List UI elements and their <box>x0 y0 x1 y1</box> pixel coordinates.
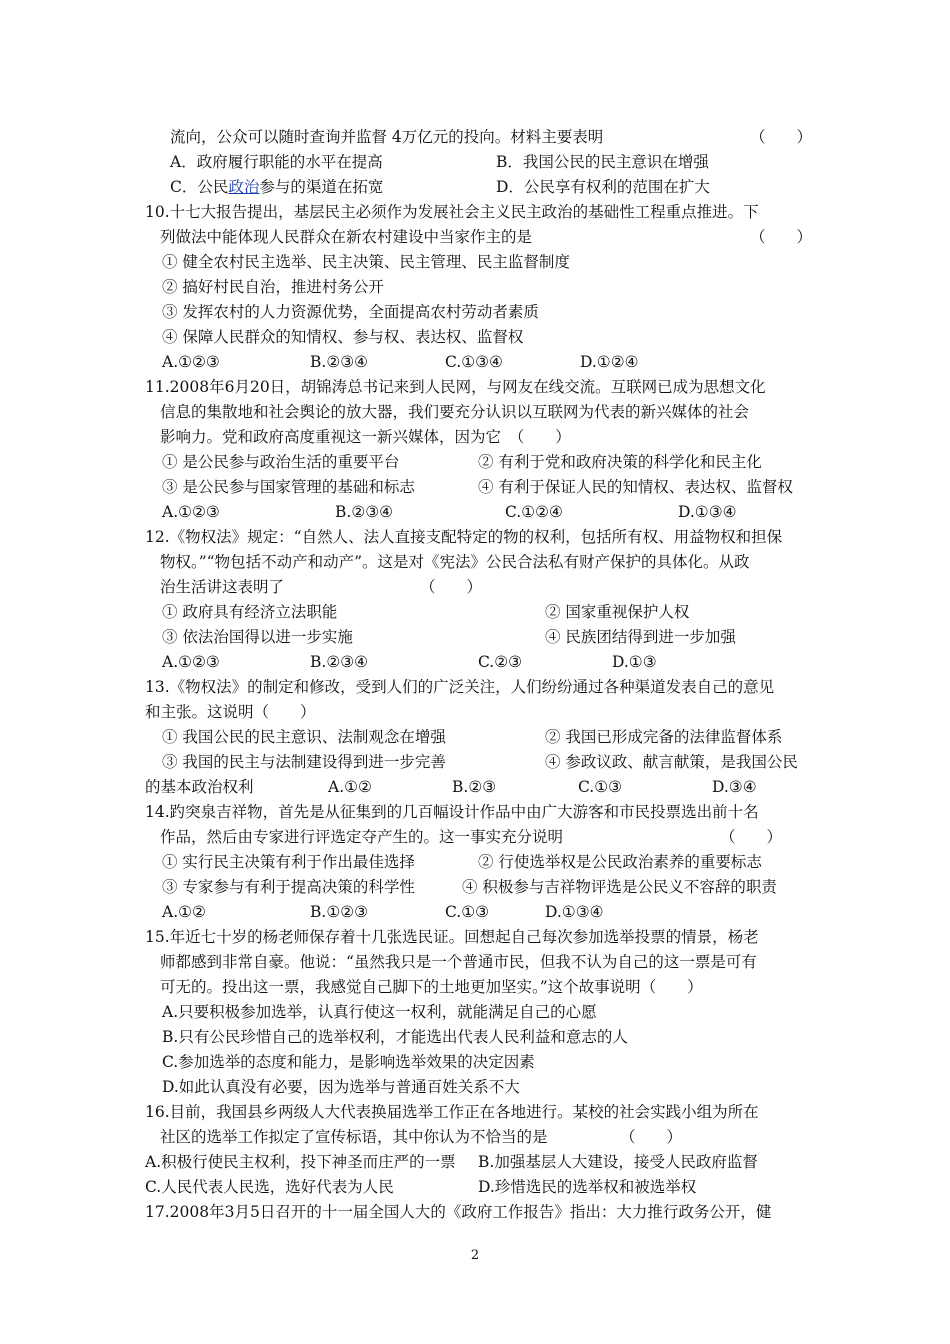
q14-option-c: C.①③ <box>445 903 490 921</box>
q9-option-c <box>170 177 383 197</box>
q12-statement-3: ③ 依法治国得以进一步实施 <box>162 628 353 646</box>
q12-stem-line2: 物权。”“物包括不动产和动产”。这是对《宪法》公民合法私有财产保护的具体化。从政 <box>160 553 750 571</box>
q12-option-b: B.②③④ <box>310 653 369 671</box>
q14-statement-1: ① 实行民主决策有利于作出最佳选择 <box>162 853 415 871</box>
q16-option-d: D.珍惜选民的选举权和被选举权 <box>478 1178 697 1196</box>
q9-stem-end: 流向，公众可以随时查询并监督 4万亿元的投向。材料主要表明 <box>170 128 604 146</box>
q15-stem-line1: 15.年近七十岁的杨老师保存着十几张选民证。回想起自己每次参加选举投票的情景，杨老 <box>145 928 759 946</box>
q14-statement-2: ② 行使选举权是公民政治素养的重要标志 <box>478 853 762 871</box>
politics-link[interactable]: 政治 <box>228 178 260 196</box>
q14-statement-3: ③ 专家参与有利于提高决策的科学性 <box>162 878 415 896</box>
q11-option-a: A.①②③ <box>162 503 220 521</box>
q15-option-d: D.如此认真没有必要，因为选举与普通百姓关系不大 <box>162 1078 520 1096</box>
q12-answer-paren: （ ） <box>420 578 483 596</box>
q16-answer-paren: （ ） <box>620 1128 683 1146</box>
q10-statement-1: ① 健全农村民主选举、民主决策、民主管理、民主监督制度 <box>162 253 570 271</box>
q13-option-d: D.③④ <box>712 778 757 796</box>
q13-stem-line1: 13.《物权法》的制定和修改，受到人们的广泛关注，人们纷纷通过各种渠道发表自己的意见 <box>145 678 775 696</box>
q14-stem-line2: 作品，然后由专家进行评选定夺产生的。这一事实充分说明 <box>160 828 564 846</box>
q13-option-c: C.①③ <box>578 778 623 796</box>
q13-option-b: B.②③ <box>452 778 497 796</box>
q11-stem-line1: 11.2008年6月20日，胡锦涛总书记来到人民网，与网友在线交流。互联网已成为思想文化 <box>145 378 766 396</box>
q12-statement-4: ④ 民族团结得到进一步加强 <box>545 628 736 646</box>
q11-statement-2: ② 有利于党和政府决策的科学化和民主化 <box>478 453 762 471</box>
q9-option-c-prefix: C．公民 <box>170 178 229 196</box>
q12-option-a: A.①②③ <box>162 653 220 671</box>
q13-statement-4-cont: 的基本政治权利 <box>145 778 254 796</box>
q10-option-b: B.②③④ <box>310 353 369 371</box>
q13-stem-line2: 和主张。这说明（ ） <box>145 703 316 721</box>
q13-option-a: A.①② <box>328 778 372 796</box>
q10-statement-3: ③ 发挥农村的人力资源优势，全面提高农村劳动者素质 <box>162 303 539 321</box>
q10-option-a: A.①②③ <box>162 353 220 371</box>
q16-option-b: B.加强基层人大建设，接受人民政府监督 <box>478 1153 758 1171</box>
q10-option-d: D.①②④ <box>580 353 639 371</box>
q13-statement-2: ② 我国已形成完备的法律监督体系 <box>545 728 783 746</box>
q10-statement-4: ④ 保障人民群众的知情权、参与权、表达权、监督权 <box>162 328 524 346</box>
q9-option-d: D．公民享有权利的范围在扩大 <box>496 178 710 196</box>
q11-stem-line3: 影响力。党和政府高度重视这一新兴媒体，因为它 （ ） <box>160 428 571 446</box>
q17-stem-line1: 17.2008年3月5日召开的十一届全国人大的《政府工作报告》指出：大力推行政务公开，健 <box>145 1203 772 1221</box>
q15-option-c: C.参加选举的态度和能力，是影响选举效果的决定因素 <box>162 1053 535 1071</box>
q14-option-a: A.①② <box>162 903 206 921</box>
q15-stem-line3: 可无的。投出这一票，我感觉自己脚下的土地更加坚实。”这个故事说明（ ） <box>160 978 703 996</box>
q14-stem-line1: 14.趵突泉吉祥物，首先是从征集到的几百幅设计作品中由广大游客和市民投票选出前十名 <box>145 803 759 821</box>
q12-stem-line1: 12.《物权法》规定：“自然人、法人直接支配特定的物的权利，包括所有权、用益物权和担保 <box>145 528 783 546</box>
q14-option-b: B.①②③ <box>310 903 369 921</box>
q11-statement-4: ④ 有利于保证人民的知情权、表达权、监督权 <box>478 478 793 496</box>
q11-option-d: D.①③④ <box>678 503 737 521</box>
q13-statement-3: ③ 我国的民主与法制建设得到进一步完善 <box>162 753 446 771</box>
q9-answer-paren: （ ） <box>750 128 813 146</box>
q12-stem-line3: 治生活讲这表明了 <box>160 578 285 596</box>
q10-answer-paren: （ ） <box>750 228 813 246</box>
q16-stem-line1: 16.目前，我国县乡两级人大代表换届选举工作正在各地进行。某校的社会实践小组为所在 <box>145 1103 759 1121</box>
q15-option-a: A.只要积极参加选举，认真行使这一权利，就能满足自己的心愿 <box>162 1003 597 1021</box>
q10-stem-line1: 10.十七大报告提出，基层民主必须作为发展社会主义民主政治的基础性工程重点推进。下 <box>145 203 759 221</box>
q16-option-c: C.人民代表人民选，选好代表为人民 <box>145 1178 394 1196</box>
q11-option-c: C.①②④ <box>505 503 563 521</box>
q10-option-c: C.①③④ <box>445 353 503 371</box>
q12-option-c: C.②③ <box>478 653 523 671</box>
q11-statement-1: ① 是公民参与政治生活的重要平台 <box>162 453 400 471</box>
q12-statement-2: ② 国家重视保护人权 <box>545 603 690 621</box>
q14-answer-paren: （ ） <box>720 828 783 846</box>
q11-statement-3: ③ 是公民参与国家管理的基础和标志 <box>162 478 415 496</box>
q12-statement-1: ① 政府具有经济立法职能 <box>162 603 338 621</box>
q14-option-d: D.①③④ <box>545 903 604 921</box>
q15-stem-line2: 师都感到非常自豪。他说：“虽然我只是一个普通市民，但我不认为自己的这一票是可有 <box>160 953 757 971</box>
q13-statement-4: ④ 参政议政、献言献策，是我国公民 <box>545 753 798 771</box>
q11-option-b: B.②③④ <box>335 503 394 521</box>
q12-option-d: D.①③ <box>612 653 657 671</box>
q16-option-a: A.积极行使民主权利，投下神圣而庄严的一票 <box>145 1153 456 1171</box>
q9-option-c-suffix: 参与的渠道在拓宽 <box>259 178 384 196</box>
q14-statement-4: ④ 积极参与吉祥物评选是公民义不容辞的职责 <box>462 878 777 896</box>
q16-stem-line2: 社区的选举工作拟定了宣传标语，其中你认为不恰当的是 <box>160 1128 548 1146</box>
q15-option-b: B.只有公民珍惜自己的选举权利，才能选出代表人民利益和意志的人 <box>162 1028 628 1046</box>
q9-option-b: B．我国公民的民主意识在增强 <box>496 153 709 171</box>
q9-option-a: A．政府履行职能的水平在提高 <box>170 153 383 171</box>
q10-stem-line2: 列做法中能体现人民群众在新农村建设中当家作主的是 <box>160 228 533 246</box>
q13-statement-1: ① 我国公民的民主意识、法制观念在增强 <box>162 728 446 746</box>
q11-stem-line2: 信息的集散地和社会舆论的放大器，我们要充分认识以互联网为代表的新兴媒体的社会 <box>160 403 750 421</box>
q10-statement-2: ② 搞好村民自治，推进村务公开 <box>162 278 384 296</box>
page-number: 2 <box>470 1248 480 1263</box>
